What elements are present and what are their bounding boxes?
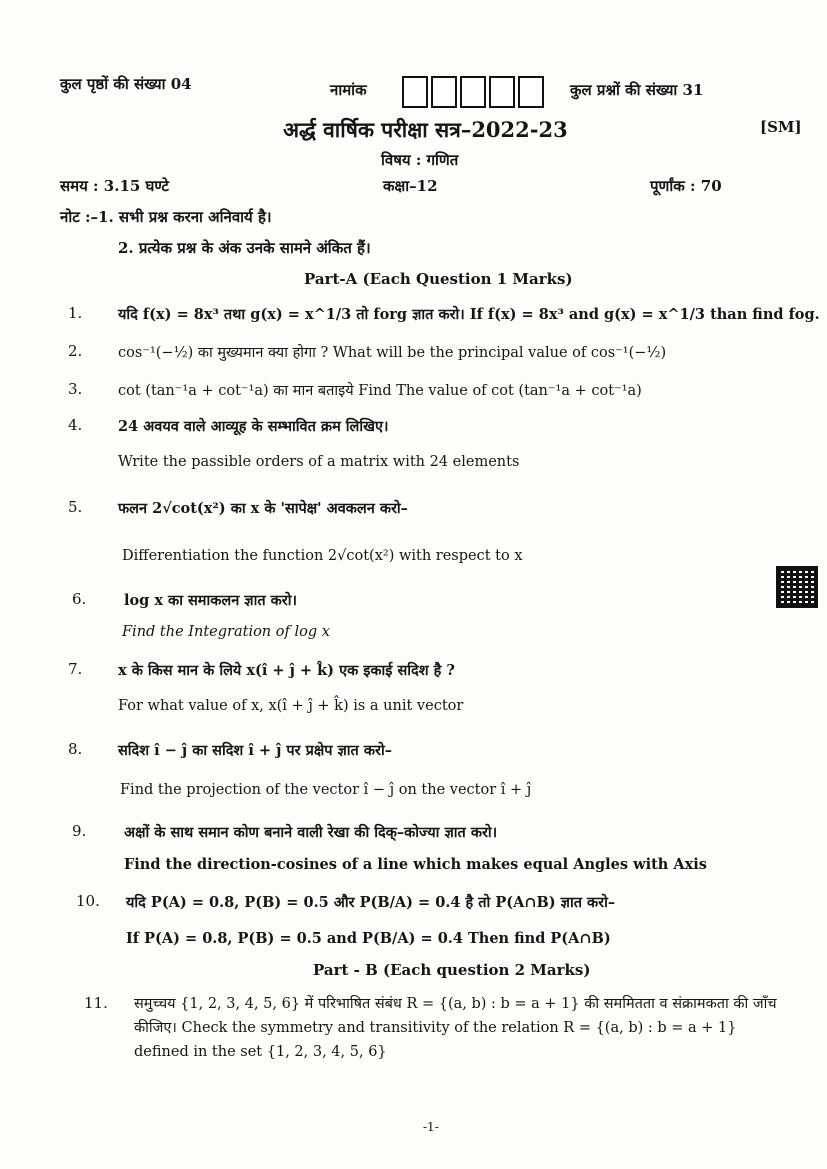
page-number: -1- — [423, 1120, 439, 1134]
question-number: 8. — [68, 740, 83, 758]
question-text-english: Find the projection of the vector î − ĵ on the vector î + ĵ — [120, 782, 532, 798]
question-text-hindi: log x का समाकलन ज्ञात करो। — [124, 592, 297, 609]
question-number: 7. — [68, 660, 83, 678]
roll-box — [402, 76, 428, 108]
roll-number-label: नामांक — [330, 81, 367, 99]
question-number: 11. — [84, 994, 108, 1012]
question-text-hindi: 24 अवयव वाले आव्यूह के सम्भावित क्रम लिखिए। — [118, 418, 389, 435]
note-line-2: 2. प्रत्येक प्रश्न के अंक उनके सामने अंकित हैं। — [118, 239, 371, 257]
qr-code — [776, 566, 818, 608]
question-text-english: Find the Integration of log x — [122, 624, 330, 640]
question-number: 2. — [68, 342, 83, 360]
roll-box — [431, 76, 457, 108]
note-line-1: नोट :–1. सभी प्रश्न करना अनिवार्य है। — [60, 208, 272, 226]
part-a-heading: Part-A (Each Question 1 Marks) — [304, 270, 573, 288]
question-text-english: If P(A) = 0.8, P(B) = 0.5 and P(B/A) = 0.4 Then find P(A∩B) — [126, 930, 611, 947]
total-questions: कुल प्रश्नों की संख्या 31 — [570, 81, 704, 99]
total-pages: कुल पृष्ठों की संख्या 04 — [60, 75, 192, 93]
question-text-english: Find the direction-cosines of a line which makes equal Angles with Axis — [124, 856, 707, 873]
question-text: cot (tan⁻¹a + cot⁻¹a) का मान बताइये Find The value of cot (tan⁻¹a + cot⁻¹a) — [118, 383, 642, 399]
roll-box — [489, 76, 515, 108]
roll-number-boxes — [402, 76, 544, 108]
question-number: 5. — [68, 498, 83, 516]
time-allowed: समय : 3.15 घण्टे — [60, 177, 169, 195]
question-text-hindi: अक्षों के साथ समान कोण बनाने वाली रेखा की दिक्–कोज्या ज्ञात करो। — [124, 824, 498, 841]
question-text-hindi: यदि P(A) = 0.8, P(B) = 0.5 और P(B/A) = 0.4 है तो P(A∩B) ज्ञात करो– — [126, 894, 616, 911]
question-text: समुच्चय {1, 2, 3, 4, 5, 6} में परिभाषित संबंध R = {(a, b) : b = a + 1} की सममितता व संक्रामकता की जाँच कीजिए। Check the symmetry and transitivity of the relation R = {(a, b) : b = a + 1} defined in the set {1, 2, 3, 4, 5, 6} — [134, 996, 777, 1060]
question-number: 1. — [68, 304, 83, 322]
question-text-english: For what value of x, x(î + ĵ + k̂) is a unit vector — [118, 698, 464, 714]
subject: विषय : गणित — [381, 151, 459, 169]
question-number: 3. — [68, 380, 83, 398]
roll-box — [518, 76, 544, 108]
question-number: 4. — [68, 416, 83, 434]
exam-title: अर्द्ध वार्षिक परीक्षा सत्र–2022-23 — [283, 117, 568, 142]
part-b-heading: Part - B (Each question 2 Marks) — [313, 961, 591, 979]
question-text: यदि f(x) = 8x³ तथा g(x) = x^1/3 तो forg ज्ञात करो। If f(x) = 8x³ and g(x) = x^1/3 than find fog. — [118, 306, 820, 323]
question-text-hindi: सदिश î − ĵ का सदिश î + ĵ पर प्रक्षेप ज्ञात करो– — [118, 742, 392, 759]
class: कक्षा–12 — [383, 177, 438, 195]
question-text: cos⁻¹(−½) का मुख्यमान क्या होगा ? What will be the principal value of cos⁻¹(−½) — [118, 345, 667, 361]
question-number: 10. — [76, 892, 100, 910]
roll-box — [460, 76, 486, 108]
max-marks: पूर्णांक : 70 — [650, 177, 722, 195]
question-text-english: Differentiation the function 2√cot(x²) with respect to x — [122, 548, 523, 564]
question-text-english: Write the passible orders of a matrix with 24 elements — [118, 454, 520, 470]
question-text-hindi: x के किस मान के लिये x(î + ĵ + k̂) एक इकाई सदिश है ? — [118, 662, 455, 679]
question-number: 9. — [72, 822, 87, 840]
paper-code: [SM] — [760, 118, 802, 136]
question-text-hindi: फलन 2√cot(x²) का x के 'सापेक्ष' अवकलन करो– — [118, 500, 408, 517]
question-number: 6. — [72, 590, 87, 608]
